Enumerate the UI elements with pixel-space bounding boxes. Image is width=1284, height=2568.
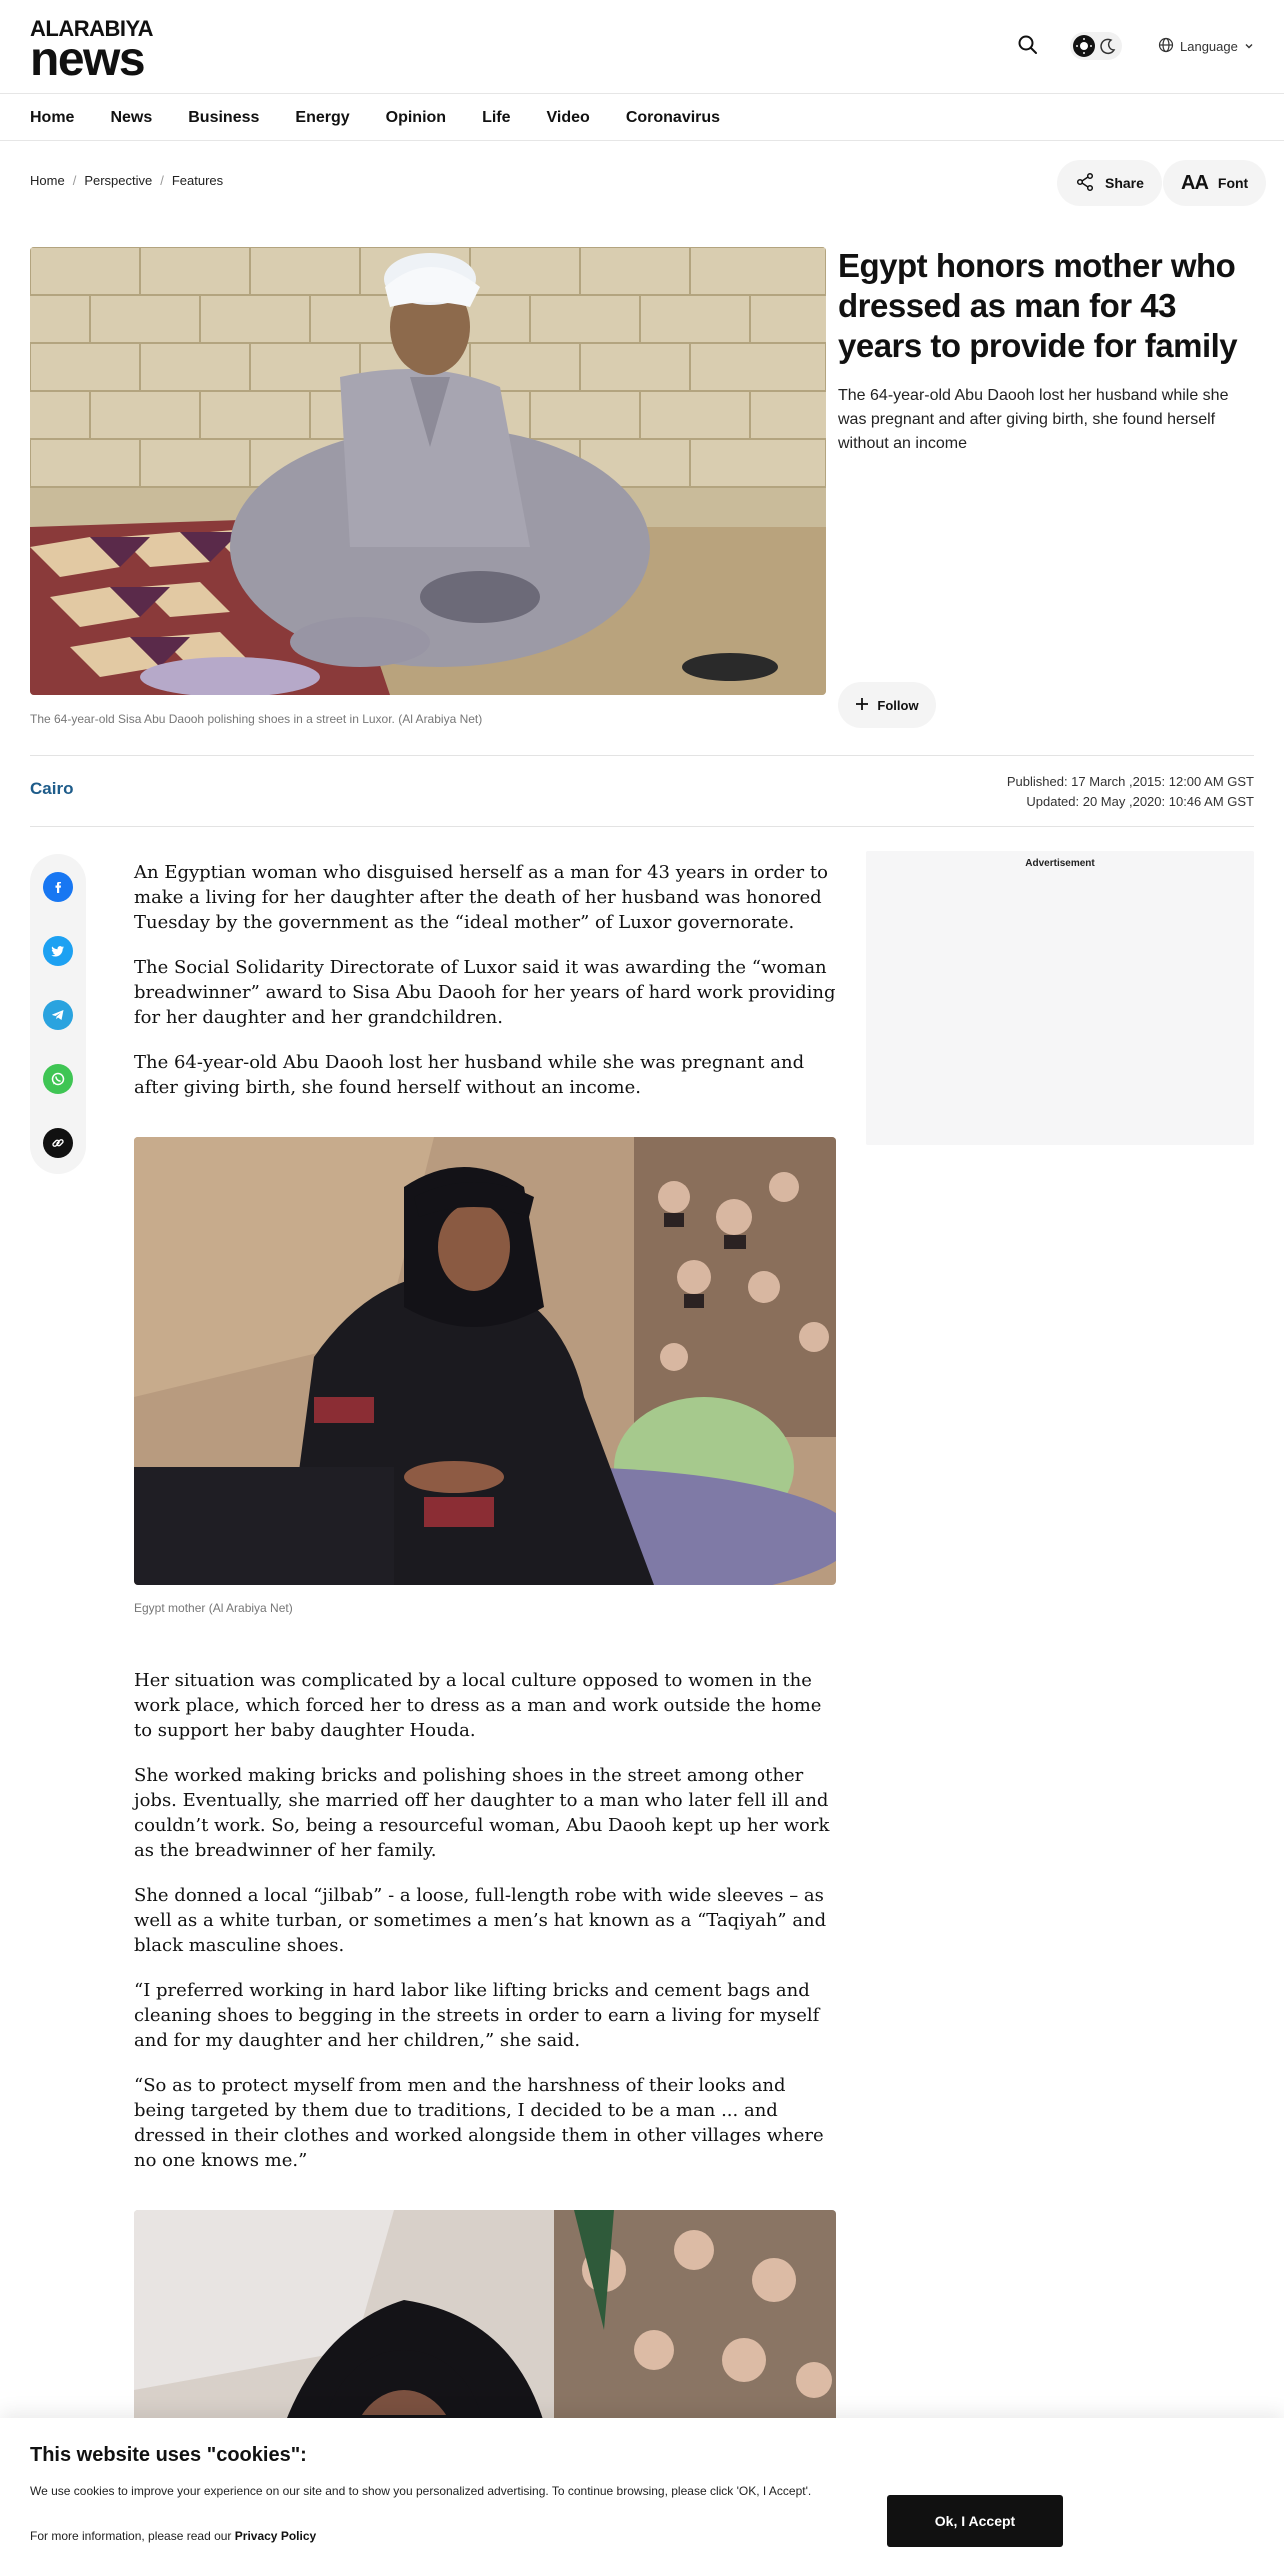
article-paragraph: “So as to protect myself from men and the harshness of their looks and being targeted by them due to traditions, I decided to be a man ... and dressed in their clothes and worked alongside them in other villages where no one knows me.” [134, 2075, 824, 2171]
logo-bottom-text: news [30, 33, 145, 86]
logo-top-text: ALARABIYA [30, 16, 154, 41]
photo-2-caption: Egypt mother (Al Arabiya Net) [134, 1601, 293, 1615]
article-dates [1007, 772, 1254, 812]
cookie-banner [0, 2418, 1284, 2568]
share-label: Share [1105, 175, 1144, 191]
privacy-policy-link[interactable]: Privacy Policy [234, 2529, 317, 2543]
cookie-more-prefix: For more information, please read our [30, 2529, 232, 2543]
cookie-more-info [30, 2529, 316, 2543]
article-paragraph: The 64-year-old Abu Daooh lost her husband while she was pregnant and after giving birth, she found herself without an income. [134, 1052, 805, 1098]
cookie-title: This website uses "cookies": [30, 2444, 307, 2466]
article-paragraph: The Social Solidarity Directorate of Luxor said it was awarding the “woman breadwinner” award to Sisa Abu Daooh for her years of hard work providing for her daughter and her grandchildren. [134, 957, 836, 1028]
share-icon [1075, 172, 1095, 195]
font-size-button[interactable] [1163, 160, 1266, 206]
breadcrumb-separator: / [72, 173, 77, 188]
telegram-icon[interactable] [43, 1000, 73, 1030]
accept-cookies-button[interactable]: Ok, I Accept [887, 2495, 1063, 2547]
nav-item-life[interactable]: Life [482, 108, 511, 126]
nav-item-business[interactable]: Business [188, 108, 260, 126]
hero-caption: The 64-year-old Sisa Abu Daooh polishing shoes in a street in Luxor. (Al Arabiya Net) [30, 712, 483, 726]
share-button[interactable] [1057, 160, 1162, 206]
divider [30, 755, 1254, 756]
article-subtitle: The 64-year-old Abu Daooh lost her husband while she was pregnant and after giving birth, she found herself without an income [838, 387, 1229, 452]
globe-icon [1158, 37, 1174, 56]
published-date: Published: 17 March ,2015: 12:00 AM GST [1006, 774, 1254, 789]
chevron-down-icon [1244, 39, 1254, 54]
font-label: Font [1217, 175, 1249, 191]
article-paragraph: “I preferred working in hard labor like lifting bricks and cement bags and cleaning shoes to begging in the streets in order to earn a living for myself and for my daughter and her children,” she said. [134, 1980, 820, 2051]
updated-date: Updated: 20 May ,2020: 10:46 AM GST [1026, 794, 1254, 809]
font-size-icon: AA [1181, 171, 1208, 194]
article-paragraph: She worked making bricks and polishing shoes in the street among other jobs. Eventually, she married off her daughter to a man who later fell ill and couldn’t work. So, being a resourceful woman, Abu Daooh kept up her work as the breadwinner of her family. [134, 1765, 830, 1861]
nav-item-opinion[interactable]: Opinion [385, 108, 447, 126]
advertisement-label: Advertisement [1025, 858, 1095, 869]
language-selector[interactable] [1158, 36, 1254, 56]
site-header [0, 0, 1284, 94]
breadcrumb-features[interactable]: Features [171, 173, 224, 188]
search-icon[interactable] [1016, 33, 1040, 57]
main-nav [0, 95, 1284, 141]
follow-button[interactable] [838, 682, 936, 728]
language-label: Language [1180, 38, 1238, 54]
breadcrumb-home[interactable]: Home [30, 173, 65, 188]
nav-item-home[interactable]: Home [30, 108, 75, 126]
nav-item-coronavirus[interactable]: Coronavirus [625, 108, 721, 126]
article-body-middle [134, 1668, 836, 2193]
article-headline: Egypt honors mother who dressed as man for 43 years to provide for family [838, 247, 1238, 364]
whatsapp-icon[interactable] [43, 1064, 73, 1094]
facebook-icon[interactable] [43, 872, 73, 902]
dateline-location[interactable]: Cairo [30, 779, 74, 798]
copy-link-icon[interactable] [43, 1128, 73, 1158]
site-logo[interactable] [30, 18, 153, 84]
follow-label: Follow [877, 697, 919, 713]
plus-icon [855, 697, 869, 714]
sun-icon [1073, 35, 1095, 57]
moon-icon [1098, 36, 1118, 56]
nav-item-video[interactable]: Video [546, 108, 590, 126]
cookie-text: We use cookies to improve your experience on our site and to show you personalized advertising. To continue browsing, please click 'OK, I Accept'. [30, 2484, 812, 2498]
article-paragraph: She donned a local “jilbab” - a loose, full-length robe with wide sleeves – as well as a white turban, or sometimes a men’s hat known as a “Taqiyah” and black masculine shoes. [134, 1885, 827, 1956]
nav-item-news[interactable]: News [110, 108, 153, 126]
social-share-rail [30, 854, 86, 1174]
article-body-top [134, 860, 836, 1120]
article-photo-2 [134, 1137, 836, 1585]
breadcrumb-perspective[interactable]: Perspective [84, 173, 153, 188]
hero-photo [30, 247, 826, 695]
twitter-icon[interactable] [43, 936, 73, 966]
article-paragraph: An Egyptian woman who disguised herself as a man for 43 years in order to make a living for her daughter after the death of her husband was honored Tuesday by the government as the “ideal mother” of Luxor governorate. [134, 862, 828, 933]
divider [30, 826, 1254, 827]
theme-toggle[interactable] [1070, 32, 1122, 60]
breadcrumb-separator: / [160, 173, 164, 188]
nav-item-energy[interactable]: Energy [295, 108, 350, 126]
advertisement-slot[interactable] [866, 851, 1254, 1145]
article-paragraph: Her situation was complicated by a local culture opposed to women in the work place, which forced her to dress as a man and work outside the home to support her baby daughter Houda. [134, 1670, 822, 1741]
breadcrumb [30, 173, 223, 188]
